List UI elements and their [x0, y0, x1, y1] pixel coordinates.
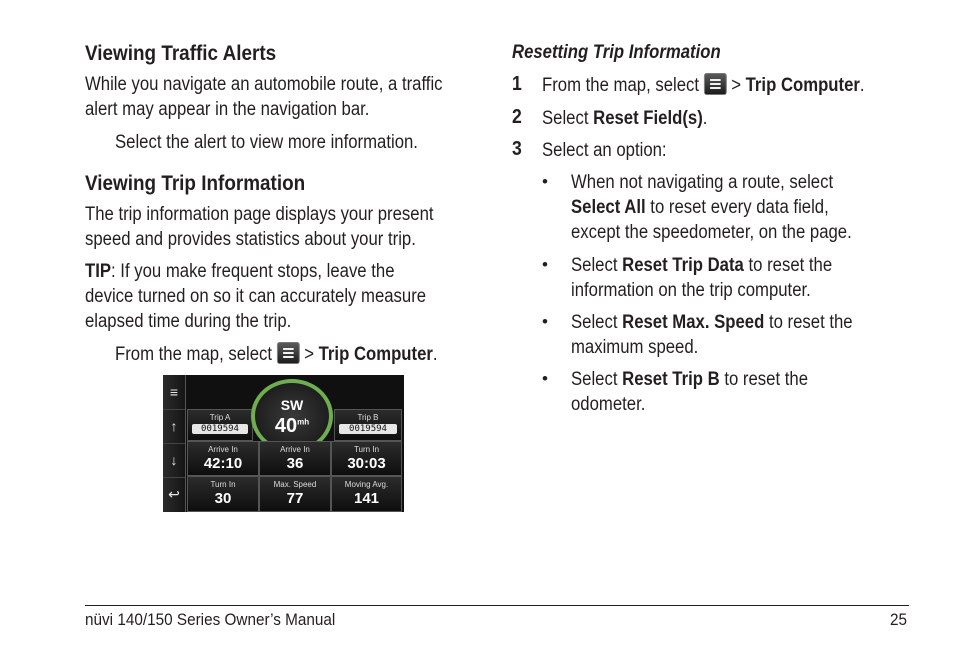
tip-line-2: device turned on so it can accurately measure [85, 286, 427, 307]
step-number: 1 [512, 73, 522, 95]
speed-readout [255, 415, 329, 438]
back-icon: ↩ [168, 486, 180, 502]
step-1-prefix: From the map, select [542, 75, 700, 96]
step-number: 3 [512, 138, 522, 160]
step-1-text [542, 73, 865, 98]
step-2-end: . [702, 108, 708, 129]
data-cell [331, 476, 402, 512]
tip-text: : If you make frequent stops, leave the [111, 261, 395, 282]
bullet-4-line-1 [571, 367, 808, 392]
step-3-text: Select an option: [542, 140, 667, 161]
bullet-glyph: • [542, 255, 548, 274]
bullet-1-bold: Select All [571, 197, 646, 218]
data-cell-label: Turn In [353, 445, 380, 454]
step-number: 2 [512, 106, 522, 128]
step-1-target: Trip Computer [745, 75, 860, 96]
trip-a-cell [187, 409, 253, 441]
step-1-separator: > [731, 75, 741, 96]
bullet-3-rest: to reset the [764, 312, 853, 333]
bullet-2-bold: Reset Trip Data [622, 255, 744, 276]
bullet-4-bold: Reset Trip B [622, 369, 720, 390]
trip-computer-step [115, 342, 438, 367]
arrow-down-icon: ↓ [163, 443, 185, 478]
bullet-3-line-1 [571, 310, 853, 335]
bullet-1-rest: to reset every data field, [645, 197, 829, 218]
data-cell [259, 441, 331, 476]
bullet-1-line-1: When not navigating a route, select [571, 172, 834, 193]
tip-line-3: elapsed time during the trip. [85, 311, 292, 332]
data-cell-value: 30:03 [347, 455, 386, 472]
resetting-trip-heading: Resetting Trip Information [512, 42, 721, 63]
bullet-3-line-2: maximum speed. [571, 337, 699, 358]
trip-info-heading: Viewing Trip Information [85, 172, 306, 195]
bullet-glyph: • [542, 369, 548, 388]
trip-info-paragraph-line-1: The trip information page displays your present [85, 204, 434, 225]
traffic-alerts-paragraph-line-1: While you navigate an automobile route, a traffic [85, 74, 443, 95]
tip-line-1 [85, 259, 394, 284]
manual-title: nüvi 140/150 Series Owner’s Manual [85, 610, 336, 629]
speed-unit: mh [297, 417, 310, 427]
menu-icon [277, 342, 300, 364]
device-sidebar [163, 375, 186, 512]
traffic-alerts-step: Select the alert to view more information. [115, 132, 418, 153]
trip-b-label: Trip B [357, 413, 379, 422]
menu-icon: ≡ [163, 375, 185, 410]
step-2-text [542, 106, 707, 131]
bullet-glyph: • [542, 312, 548, 331]
tip-label: TIP [85, 261, 112, 282]
step-target: Trip Computer [318, 344, 433, 365]
trip-a-odometer: 0019594 [192, 424, 248, 434]
arrow-up-icon: ↑ [163, 409, 185, 444]
bullet-4-pre: Select [571, 369, 623, 390]
trip-computer-screenshot [163, 375, 404, 512]
data-cell [331, 441, 402, 476]
trip-info-paragraph-line-2: speed and provides statistics about your trip. [85, 229, 416, 250]
bullet-2-line-1 [571, 253, 832, 278]
traffic-alerts-paragraph-line-2: alert may appear in the navigation bar. [85, 99, 370, 120]
trip-a-label: Trip A [209, 413, 231, 422]
bullet-3-pre: Select [571, 312, 623, 333]
page-number: 25 [890, 610, 908, 629]
bullet-1-line-2 [571, 195, 829, 220]
bullet-3-bold: Reset Max. Speed [622, 312, 765, 333]
bullet-4-rest: to reset the [719, 369, 808, 390]
step-2-target: Reset Field(s) [593, 108, 703, 129]
bullet-4-line-2: odometer. [571, 394, 646, 415]
trip-b-odometer: 0019594 [339, 424, 397, 434]
data-cell-value: 36 [286, 455, 304, 472]
data-cell [187, 476, 259, 512]
data-cell-label: Max. Speed [273, 480, 317, 489]
data-cell-value: 141 [353, 490, 380, 507]
bullet-2-pre: Select [571, 255, 623, 276]
data-cell-label: Turn In [210, 480, 236, 489]
data-cell-value: 30 [214, 490, 232, 507]
menu-icon [704, 73, 727, 95]
bullet-2-line-2: information on the trip computer. [571, 280, 811, 301]
data-cell-label: Arrive In [280, 445, 310, 454]
data-cell-value: 42:10 [203, 455, 243, 472]
step-1-end: . [859, 75, 865, 96]
data-cell-label: Arrive In [208, 445, 238, 454]
bullet-2-rest: to reset the [743, 255, 833, 276]
step-end: . [432, 344, 438, 365]
heading-readout: SW [280, 397, 304, 413]
speed-value: 40 [274, 415, 298, 437]
bullet-1-line-3: except the speedometer, on the page. [571, 222, 852, 243]
step-prefix: From the map, select [115, 344, 273, 365]
step-separator: > [304, 344, 314, 365]
data-cell [259, 476, 331, 512]
step-2-prefix: Select [542, 108, 589, 129]
data-cell [187, 441, 259, 476]
bullet-glyph: • [542, 172, 548, 191]
footer-rule [85, 605, 909, 606]
data-cell-label: Moving Avg. [344, 480, 389, 489]
trip-b-cell [334, 409, 402, 441]
traffic-alerts-heading: Viewing Traffic Alerts [85, 42, 277, 65]
data-cell-value: 77 [286, 490, 304, 507]
